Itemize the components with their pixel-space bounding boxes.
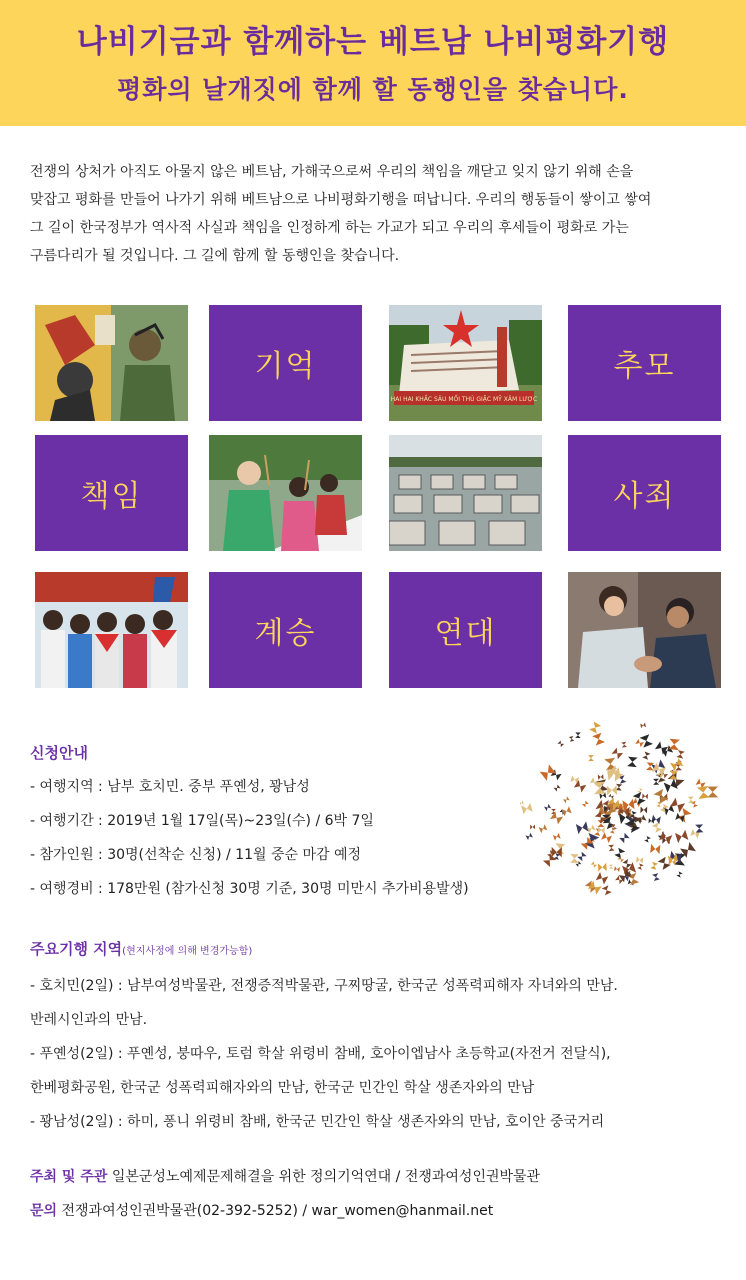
contact-value: 전쟁과여성인권박물관(02-392-5252) / war_women@hanmail.net	[57, 1203, 494, 1219]
butterfly-shape	[664, 779, 678, 793]
butterfly-shape	[598, 826, 605, 833]
intro-line: 전쟁의 상처가 아직도 아물지 않은 베트남, 가해국으로써 우리의 책임을 깨닫고 잊지 않기 위해 손을	[30, 164, 634, 180]
butterfly-shape	[640, 723, 646, 729]
regions-note: (현지사정에 의해 변경가능함)	[122, 946, 253, 957]
butterfly-shape	[612, 748, 624, 760]
application-item: - 참가인원 : 30명(선착순 신청) / 11월 중순 마감 예정	[30, 847, 361, 863]
butterfly-shape	[675, 830, 688, 843]
regions-title-text: 주요기행 지역	[30, 940, 123, 958]
butterfly-shape	[642, 793, 648, 799]
butterfly-shape	[621, 742, 627, 748]
butterfly-shape	[598, 774, 604, 780]
butterfly-shape	[642, 751, 650, 759]
butterfly-shape	[608, 845, 614, 851]
butterflies-illustration	[520, 708, 730, 918]
tile-solidarity: 연대	[389, 572, 542, 688]
region-line: - 호치민(2일) : 남부여성박물관, 전쟁증적박물관, 구찌땅굴, 한국군 성폭력피해자 자녀와의 만남.	[30, 978, 618, 994]
butterfly-shape	[619, 833, 629, 843]
region-line: - 푸옌성(2일) : 푸옌성, 붕따우, 토럼 학살 위령비 참배, 호아이엡남사 초등학교(자전거 전달식),	[30, 1046, 611, 1062]
butterfly-shape	[635, 739, 644, 748]
butterfly-shape	[576, 821, 589, 834]
butterfly-shape	[607, 785, 617, 795]
butterfly-shape	[521, 803, 533, 815]
regions-title	[30, 932, 618, 969]
page-title: 나비기금과 함께하는 베트남 나비평화기행	[76, 24, 670, 60]
butterfly-shape	[614, 848, 625, 859]
intro-line: 구름다리가 될 것입니다. 그 길에 함께 할 동행인을 찾습니다.	[30, 248, 400, 264]
butterfly-shape	[636, 856, 643, 863]
butterfly-shape	[540, 764, 556, 780]
butterfly-shape	[591, 861, 597, 867]
butterfly-shape	[609, 864, 614, 869]
footer-section	[30, 1160, 540, 1228]
ceremony-photo	[209, 435, 362, 551]
region-line: - 꽝남성(2일) : 하미, 퐁니 위령비 참배, 한국군 민간인 학살 생존자와의 만남, 호이안 중국거리	[30, 1114, 605, 1130]
intro-line: 맞잡고 평화를 만들어 나가기 위해 베트남으로 나비평화기행을 떠납니다. 우리의 행동들이 쌓이고 쌓여	[30, 192, 652, 208]
butterfly-shape	[582, 801, 589, 808]
butterfly-shape	[577, 852, 586, 861]
butterfly-shape	[530, 825, 535, 830]
tile-succession: 계승	[209, 572, 362, 688]
butterfly-shape	[554, 784, 561, 791]
intro-text	[30, 158, 730, 270]
region-line: 반레시인과의 만남.	[30, 1012, 148, 1028]
memorial-photo	[389, 305, 542, 421]
butterfly-shape	[574, 780, 587, 793]
butterfly-shape	[562, 806, 572, 816]
butterfly-shape	[707, 786, 718, 797]
students-photo	[35, 572, 188, 688]
butterfly-shape	[640, 806, 647, 813]
butterfly-shape	[650, 844, 660, 854]
butterfly-shape	[668, 739, 679, 750]
host-label: 주최 및 주관	[30, 1169, 108, 1185]
header-banner	[0, 0, 746, 126]
tile-apology: 사죄	[568, 435, 721, 551]
butterfly-shape	[697, 786, 710, 799]
butterfly-shape	[659, 831, 672, 844]
butterfly-shape	[653, 779, 659, 785]
butterfly-shape	[652, 823, 662, 833]
application-item: - 여행경비 : 178만원 (참가신청 30명 기준, 30명 미만시 추가비용발생)	[30, 881, 469, 897]
butterfly-shape	[525, 833, 532, 840]
butterfly-shape	[588, 755, 594, 761]
butterfly-shape	[592, 733, 605, 746]
butterfly-shape	[602, 885, 612, 895]
tile-remembrance: 추모	[568, 305, 721, 421]
butterfly-shape	[637, 863, 643, 869]
butterfly-shape	[608, 794, 613, 799]
butterfly-shape	[676, 871, 682, 877]
butterfly-shape	[544, 804, 551, 811]
application-title: 신청안내	[30, 744, 88, 762]
memorial-banner-text: HAI HAI KHẮC SÂU MỐI THÙ GIẶC MỸ XÂM LƯỢC	[390, 396, 538, 403]
butterfly-shape	[520, 800, 524, 805]
butterfly-shape	[557, 740, 564, 747]
host-line	[30, 1160, 540, 1194]
butterfly-shape	[614, 866, 620, 872]
butterfly-shape	[650, 862, 658, 870]
butterfly-shape	[644, 836, 651, 843]
butterfly-shape	[627, 757, 638, 768]
butterfly-shape	[652, 873, 660, 881]
tile-responsibility: 책임	[35, 435, 188, 551]
butterfly-shape	[596, 872, 609, 885]
butterfly-shape	[543, 854, 556, 867]
application-item: - 여행지역 : 남부 호치민. 중부 푸옌성, 꽝남성	[30, 779, 310, 795]
butterfly-shape	[575, 732, 581, 738]
butterfly-shape	[695, 824, 703, 832]
butterfly-shape	[539, 824, 548, 833]
intro-line: 그 길이 한국정부가 역사적 사실과 책임을 인정하게 하는 가교가 되고 우리의 후세들이 평화로 가는	[30, 220, 629, 236]
butterfly-shape	[553, 833, 561, 841]
butterfly-shape	[570, 854, 579, 863]
butterfly-shape	[676, 750, 684, 758]
host-value: 일본군성노예제문제해결을 위한 정의기억연대 / 전쟁과여성인권박물관	[107, 1169, 541, 1185]
butterfly-shape	[563, 796, 570, 803]
region-line: 한베평화공원, 한국군 성폭력피해자와의 만남, 한국군 민간인 학살 생존자와의 만남	[30, 1080, 535, 1096]
meeting-photo	[568, 572, 721, 688]
butterfly-shape	[669, 771, 678, 780]
contact-label: 문의	[30, 1203, 58, 1219]
butterfly-shape	[651, 815, 660, 824]
butterfly-shape	[569, 736, 575, 742]
mural-photo	[35, 305, 188, 421]
tile-memory: 기억	[209, 305, 362, 421]
contact-line	[30, 1194, 540, 1228]
application-item: - 여행기간 : 2019년 1월 17일(목)~23일(수) / 6박 7일	[30, 813, 374, 829]
cemetery-photo	[389, 435, 542, 551]
butterfly-shape	[587, 825, 596, 834]
butterfly-shape	[589, 722, 601, 734]
butterfly-shape	[598, 863, 607, 872]
regions-section	[30, 932, 618, 1139]
butterfly-shape	[601, 832, 612, 843]
butterfly-shape	[688, 797, 694, 803]
page-subtitle: 평화의 날개짓에 함께 할 동행인을 찾습니다.	[117, 75, 629, 104]
application-section	[30, 736, 469, 906]
